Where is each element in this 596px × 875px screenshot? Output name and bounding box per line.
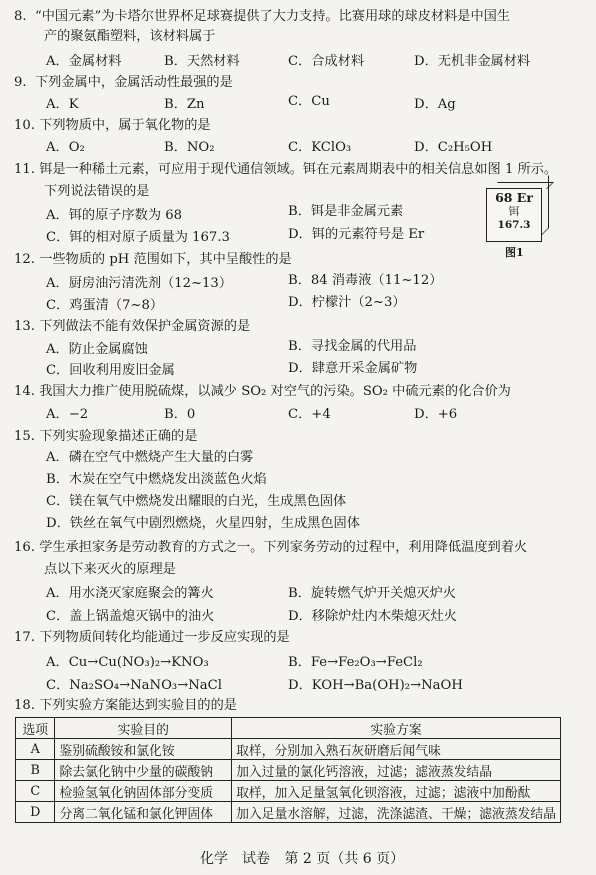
q15-option-b: B．木炭在空气中燃烧发出淡蓝色火焰 [46,472,267,487]
q16-option-c: C．盖上锅盖熄灭锅中的油火 [46,609,215,624]
table-header-purpose: 实验目的 [55,718,232,739]
q8-option-a: A．金属材料 [46,54,122,69]
question-8: 8. “中国元素”为卡塔尔世界杯足球赛提供了大力支持。比赛用球的球皮材料是中国生 [14,9,511,24]
q8-option-c: C．合成材料 [288,54,365,69]
q11-option-b: B．铒是非金属元素 [288,204,404,219]
q8-option-b: B．天然材料 [164,54,240,69]
q17-option-d: D．KOH→Ba(OH)₂→NaOH [288,678,463,693]
figure-caption: 图1 [505,246,524,259]
page-footer [200,848,404,868]
q15-option-c: C．镁在氧气中燃烧发出耀眼的白光，生成黑色固体 [46,494,347,509]
q12-option-b: B．84 消毒液（11~12） [288,273,443,288]
question-10: 10. 下列物质中，属于氧化物的是 [14,118,211,133]
table-header-row [16,718,561,739]
q10-option-c: C．KClO₃ [288,140,352,155]
q16-option-b: B．旋转燃气炉开关熄灭炉火 [288,586,456,601]
table-cell-purpose: 除去氯化钠中少量的碳酸钠 [55,760,232,781]
q13-option-c: C．回收利用废旧金属 [46,363,175,378]
q13-option-d: D．肆意开采金属矿物 [288,361,418,376]
table-cell-plan: 取样，分别加入熟石灰研磨后闻气味 [232,739,561,760]
footer-subject: 化学 试卷 [200,851,270,867]
q14-option-b: B．0 [164,407,196,422]
q9-option-b: B．Zn [164,97,205,112]
question-17: 17. 下列物质间转化均能通过一步反应实现的是 [14,630,290,645]
question-14: 14. 我国大力推广使用脱硫煤，以减少 SO₂ 对空气的污染。SO₂ 中硫元素的化合价为 [14,384,511,399]
table-cell-plan: 取样，加入足量氢氧化钡溶液，过滤；滤液中加酚酞 [232,781,561,802]
q15-option-d: D．铁丝在氧气中剧烈燃烧，火星四射，生成黑色固体 [46,516,360,531]
question-11-line2: 下列说法错误的是 [44,184,150,199]
q10-option-d: D．C₂H₅OH [414,140,493,155]
question-15: 15. 下列实验现象描述正确的是 [14,429,198,444]
q12-option-a: A．厨房油污清洗剂（12~13） [46,276,233,291]
question-16: 16. 学生承担家务是劳动教育的方式之一。下列家务劳动的过程中，利用降低温度到着火 [14,540,528,555]
q14-option-a: A．−2 [46,407,89,422]
q17-option-c: C．Na₂SO₄→NaNO₃→NaCl [46,678,222,693]
table-header-plan: 实验方案 [232,718,561,739]
q14-option-d: D．+6 [414,407,458,422]
table-row [16,739,561,760]
footer-page-number: 第 2 页（共 6 页） [284,851,405,867]
q11-option-c: C．铒的相对原子质量为 167.3 [46,230,230,245]
q9-option-d: D．Ag [414,97,456,112]
element-number-symbol: 68 Er [495,190,533,205]
q12-option-c: C．鸡蛋清（7~8） [46,298,164,313]
table-row [16,781,561,802]
question-13: 13. 下列做法不能有效保护金属资源的是 [14,319,251,334]
table-row [16,760,561,781]
question-8-line2: 产的聚氨酯塑料，该材料属于 [44,29,216,44]
q10-option-b: B．NO₂ [164,140,215,155]
q12-option-d: D．柠檬汁（2~3） [288,295,406,310]
table-cell-purpose: 鉴别硫酸铵和氯化铵 [55,739,232,760]
q11-option-d: D．铒的元素符号是 Er [288,227,425,242]
q14-option-c: C．+4 [288,407,331,422]
q16-option-d: D．移除炉灶内木柴熄灭灶火 [288,609,457,624]
table-cell-plan: 加入过量的氯化钙溶液，过滤；滤液蒸发结晶 [232,760,561,781]
question-12: 12. 一些物质的 pH 范围如下，其中呈酸性的是 [14,252,292,267]
q16-option-a: A．用水浇灭家庭聚会的篝火 [46,586,214,601]
table-cell-option: B [16,760,55,781]
q11-option-a: A．铒的原子序数为 68 [46,208,182,223]
table-cell-purpose: 检验氢氧化钠固体部分变质 [55,781,232,802]
q13-option-a: A．防止金属腐蚀 [46,342,148,357]
question-18: 18. 下列实验方案能达到实验目的的是 [14,698,237,713]
experiment-table [15,717,561,823]
table-row [16,802,561,823]
table-cell-purpose: 分离二氧化锰和氯化钾固体 [55,802,232,823]
table-header-option: 选项 [16,718,55,739]
q17-option-a: A．Cu→Cu(NO₃)₂→KNO₃ [46,655,209,670]
erbium-element-card [486,188,542,242]
table-cell-option: C [16,781,55,802]
q9-option-c: C．Cu [288,94,330,109]
table-cell-option: A [16,739,55,760]
table-cell-plan: 加入足量水溶解，过滤，洗涤滤渣、干燥；滤液蒸发结晶 [232,802,561,823]
question-16-line2: 点以下来灭火的原理是 [44,562,176,577]
q9-option-a: A．K [46,97,79,112]
q10-option-a: A．O₂ [46,140,85,155]
element-mass: 167.3 [497,219,531,231]
q8-option-d: D．无机非金属材料 [414,54,531,69]
q13-option-b: B．寻找金属的代用品 [288,339,417,354]
q17-option-b: B．Fe→Fe₂O₃→FeCl₂ [288,655,423,670]
q15-option-a: A．磷在空气中燃烧产生大量的白雾 [46,450,254,465]
question-11: 11. 铒是一种稀土元素，可应用于现代通信领域。铒在元素周期表中的相关信息如图 1 所示。 [14,162,558,177]
element-name: 铒 [508,205,520,218]
question-9: 9. 下列金属中，金属活动性最强的是 [14,75,233,90]
table-cell-option: D [16,802,55,823]
